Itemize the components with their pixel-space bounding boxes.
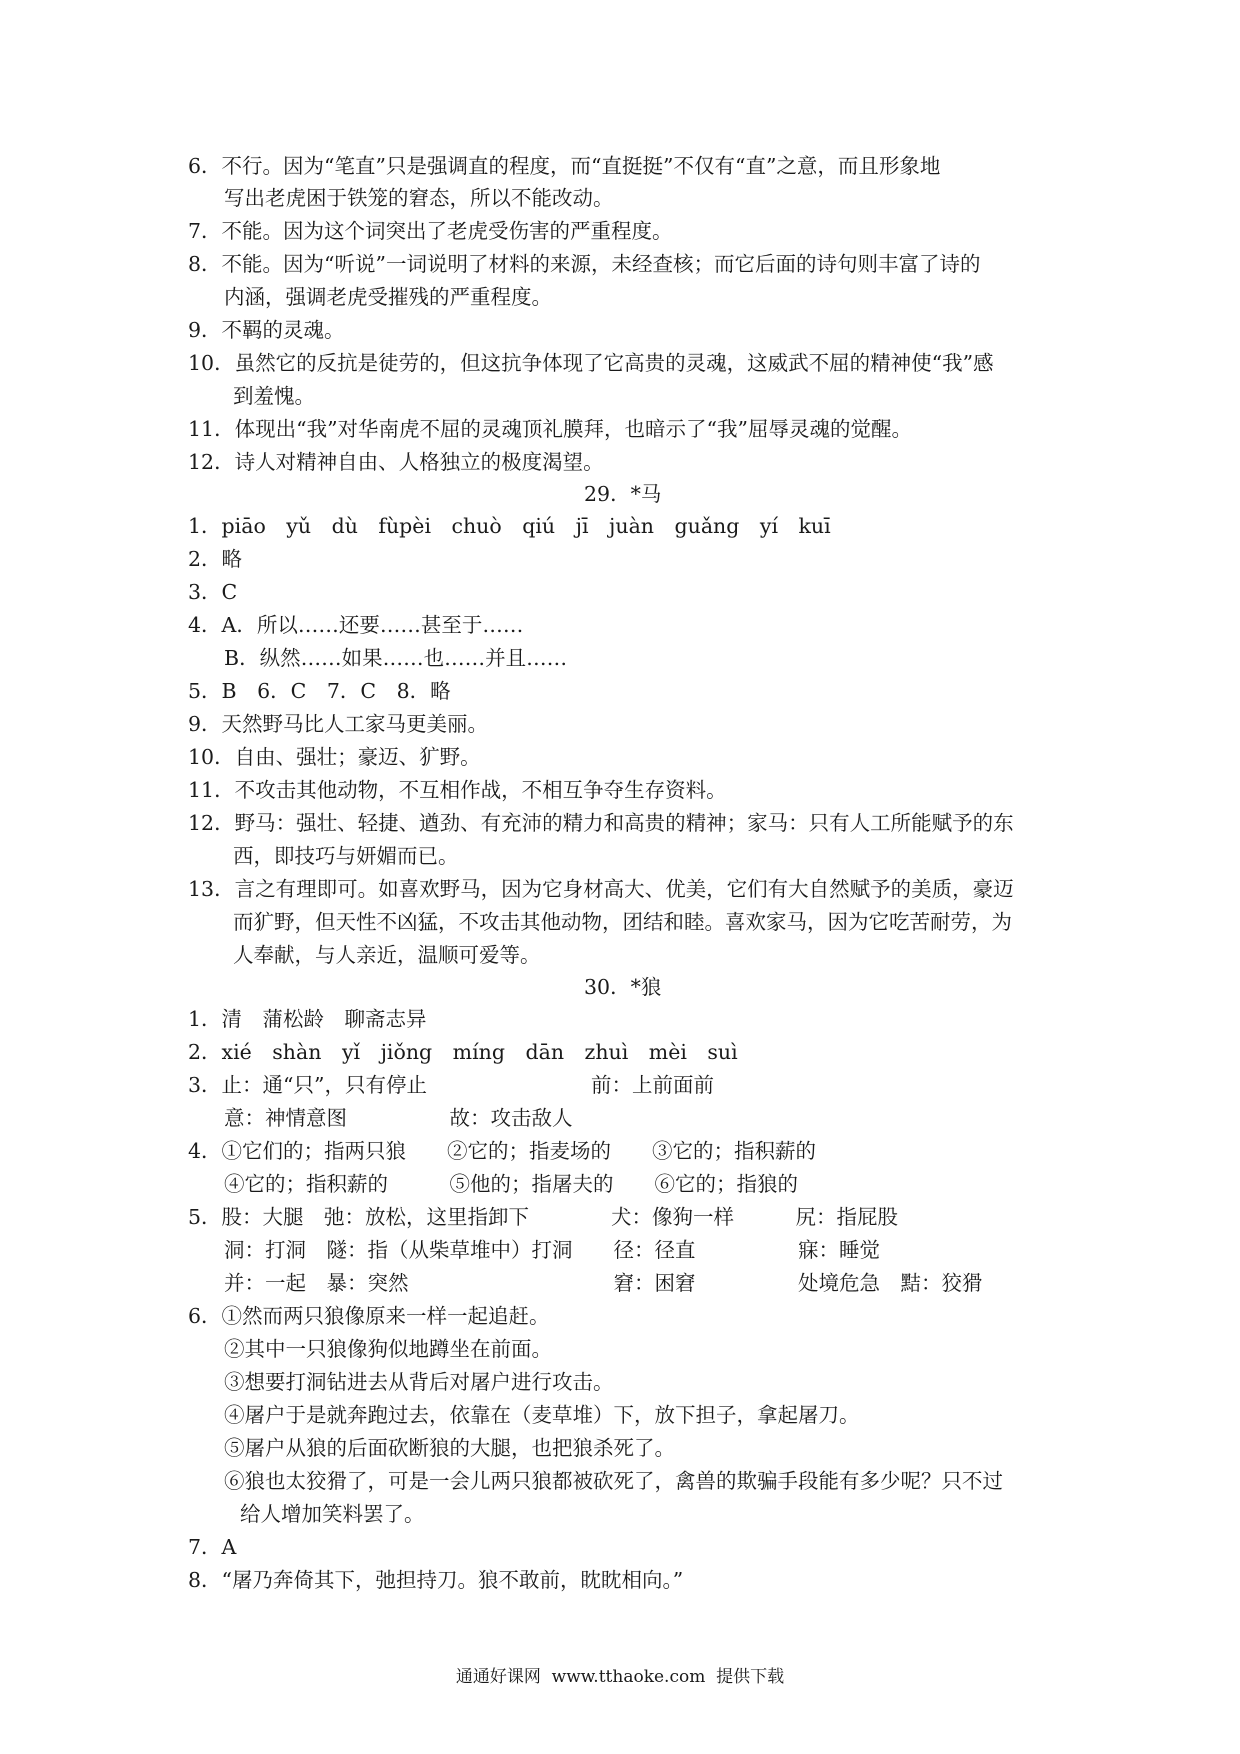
answer-line: 而犷野，但天性不凶猛，不攻击其他动物，团结和睦。喜欢家马，因为它吃苦耐劳，为 xyxy=(233,910,1012,934)
page-footer: 通通好课网 www.tthaoke.com 提供下载 xyxy=(455,1667,785,1687)
answer-line: ④屠户于是就奔跑过去，依靠在（麦草堆）下，放下担子，拿起屠刀。 xyxy=(224,1403,860,1427)
answer-line: 1．清 蒲松龄 聊斋志异 xyxy=(188,1007,427,1031)
answer-line: 5．股：大腿 弛：放松，这里指卸下 犬：像狗一样 尻：指屁股 xyxy=(188,1205,899,1229)
section-heading: 30．*狼 xyxy=(584,975,662,999)
answer-line: 8．“屠乃奔倚其下，弛担持刀。狼不敢前，眈眈相向。” xyxy=(188,1568,684,1592)
answer-line: 西，即技巧与妍媚而已。 xyxy=(233,844,459,868)
answer-line: ②其中一只狼像狗似地蹲坐在前面。 xyxy=(224,1337,552,1361)
answer-line: 到羞愧。 xyxy=(233,384,315,408)
answer-line: 1．piāo yǔ dù fùpèi chuò qiú jī juàn guǎng yí kuī xyxy=(188,514,831,538)
answer-line: 给人增加笑料罢了。 xyxy=(240,1502,425,1526)
answer-line: 9．天然野马比人工家马更美丽。 xyxy=(188,712,489,736)
answer-line: 12．野马：强壮、轻捷、遒劲、有充沛的精力和高贵的精神；家马：只有人工所能赋予的东 xyxy=(188,811,1014,835)
answer-line: 7．不能。因为这个词突出了老虎受伤害的严重程度。 xyxy=(188,219,673,243)
answer-line: ④它的；指积薪的 ⑤他的；指屠夫的 ⑥它的；指狼的 xyxy=(224,1172,798,1196)
answer-line: 4．①它们的；指两只狼 ②它的；指麦场的 ③它的；指积薪的 xyxy=(188,1139,817,1163)
answer-line: ⑤屠户从狼的后面砍断狼的大腿，也把狼杀死了。 xyxy=(224,1436,675,1460)
answer-line: 10．自由、强壮；豪迈、犷野。 xyxy=(188,745,481,769)
answer-line: 并：一起 暴：突然 窘：困窘 处境危急 黠：狡猾 xyxy=(224,1271,983,1295)
answer-line: 2．xié shàn yǐ jiǒng míng dān zhuì mèi suì xyxy=(188,1040,738,1064)
answer-line: 11．体现出“我”对华南虎不屈的灵魂顶礼膜拜，也暗示了“我”屈辱灵魂的觉醒。 xyxy=(188,417,913,441)
answer-line: 人奉献，与人亲近，温顺可爱等。 xyxy=(233,943,541,967)
answer-line: 4．A．所以……还要……甚至于…… xyxy=(188,613,524,637)
answer-line: 10．虽然它的反抗是徒劳的，但这抗争体现了它高贵的灵魂，这威武不屈的精神使“我”感 xyxy=(188,351,994,375)
answer-line: ③想要打洞钻进去从背后对屠户进行攻击。 xyxy=(224,1370,614,1394)
answer-line: 洞：打洞 隧：指（从柴草堆中）打洞 径：径直 寐：睡觉 xyxy=(224,1238,880,1262)
answer-line: 6．①然而两只狼像原来一样一起追赶。 xyxy=(188,1304,550,1328)
answer-line: 8．不能。因为“听说”一词说明了材料的来源，未经查核；而它后面的诗句则丰富了诗的 xyxy=(188,252,981,276)
answer-line: 7．A xyxy=(188,1535,237,1559)
answer-line: 3．C xyxy=(188,580,238,604)
answer-line: 6．不行。因为“笔直”只是强调直的程度，而“直挺挺”不仅有“直”之意，而且形象地 xyxy=(188,154,941,178)
answer-line: 12．诗人对精神自由、人格独立的极度渴望。 xyxy=(188,450,604,474)
answer-line: B．纵然……如果……也……并且…… xyxy=(224,646,568,670)
answer-line: 写出老虎困于铁笼的窘态，所以不能改动。 xyxy=(224,186,614,210)
answer-line: 内涵，强调老虎受摧残的严重程度。 xyxy=(224,285,552,309)
answer-line: 11．不攻击其他动物，不互相作战，不相互争夺生存资料。 xyxy=(188,778,727,802)
answer-line: 13．言之有理即可。如喜欢野马，因为它身材高大、优美，它们有大自然赋予的美质，豪迈 xyxy=(188,877,1014,901)
answer-line: 5．B 6．C 7．C 8．略 xyxy=(188,679,451,703)
section-heading: 29．*马 xyxy=(584,482,662,506)
answer-line: ⑥狼也太狡猾了，可是一会儿两只狼都被砍死了，禽兽的欺骗手段能有多少呢？只不过 xyxy=(224,1469,1003,1493)
answer-line: 意：神情意图 故：攻击敌人 xyxy=(224,1106,573,1130)
answer-line: 3．止：通“只”，只有停止 前：上前面前 xyxy=(188,1073,715,1097)
answer-line: 9．不羁的灵魂。 xyxy=(188,318,345,342)
answer-line: 2．略 xyxy=(188,547,243,571)
